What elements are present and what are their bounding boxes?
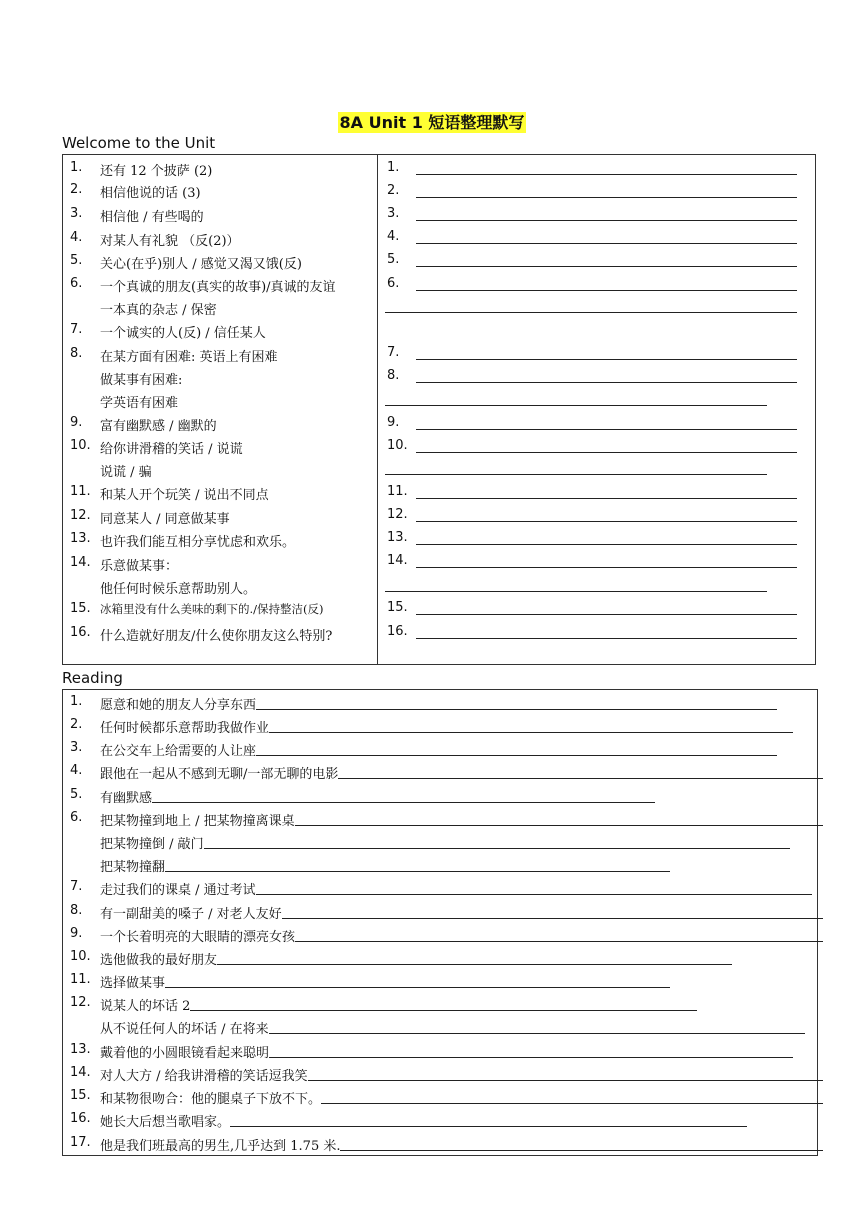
answer-line[interactable] [190, 1010, 697, 1011]
item-number: 17. [70, 1135, 91, 1150]
item-number: 8. [70, 903, 83, 918]
answer-line[interactable] [295, 941, 823, 942]
item-number: 4. [70, 230, 83, 245]
answer-number: 2. [387, 183, 400, 198]
section-heading-reading: Reading [62, 669, 123, 687]
answer-line[interactable] [416, 567, 797, 568]
answer-line[interactable] [165, 987, 670, 988]
prompt-text: 在公交车上给需要的人让座 [100, 744, 257, 759]
answer-number: 7. [387, 345, 400, 360]
prompt-text: 在某方面有困难: 英语上有困难 [100, 350, 278, 365]
item-number: 9. [70, 415, 83, 430]
answer-line[interactable] [385, 591, 767, 592]
item-number: 15. [70, 1088, 91, 1103]
answer-line[interactable] [416, 521, 797, 522]
prompt-text: 对某人有礼貌 （反(2)） [100, 234, 240, 249]
answer-number: 16. [387, 624, 408, 639]
answer-line[interactable] [416, 638, 797, 639]
prompt-text: 还有 12 个披萨 (2) [100, 164, 213, 179]
prompt-text: 选择做某事 [100, 976, 166, 991]
answer-line[interactable] [416, 174, 797, 175]
column-divider [377, 154, 378, 665]
prompt-text: 把某物撞倒 / 敲门 [100, 837, 204, 852]
prompt-text: 走过我们的课桌 / 通过考试 [100, 883, 256, 898]
prompt-text: 学英语有困难 [100, 396, 179, 411]
answer-line[interactable] [269, 1057, 793, 1058]
prompt-text: 他任何时候乐意帮助别人。 [100, 582, 257, 597]
page-title: 8A Unit 1 短语整理默写 [339, 113, 525, 132]
item-number: 11. [70, 972, 91, 987]
answer-line[interactable] [416, 498, 797, 499]
prompt-text: 一个长着明亮的大眼睛的漂亮女孩 [100, 930, 296, 945]
section-heading-welcome: Welcome to the Unit [62, 134, 216, 152]
prompt-text: 同意某人 / 同意做某事 [100, 512, 230, 527]
item-number: 1. [70, 694, 83, 709]
prompt-text: 一个诚实的人(反) / 信任某人 [100, 326, 266, 341]
prompt-text: 什么造就好朋友/什么使你朋友这么特别? [100, 629, 333, 644]
reading-table [62, 689, 818, 1156]
answer-number: 5. [387, 252, 400, 267]
item-number: 2. [70, 717, 83, 732]
answer-number: 9. [387, 415, 400, 430]
answer-number: 12. [387, 507, 408, 522]
answer-number: 6. [387, 276, 400, 291]
answer-line[interactable] [340, 1150, 823, 1151]
answer-line[interactable] [416, 382, 797, 383]
answer-line[interactable] [416, 359, 797, 360]
item-number: 9. [70, 926, 83, 941]
answer-line[interactable] [295, 825, 823, 826]
prompt-text: 冰箱里没有什么美味的剩下的./保持整洁(反) [100, 602, 324, 616]
answer-number: 14. [387, 553, 408, 568]
prompt-text: 也许我们能互相分享忧虑和欢乐。 [100, 535, 296, 550]
item-number: 5. [70, 787, 83, 802]
prompt-text: 说谎 / 骗 [100, 465, 152, 480]
prompt-text: 关心(在乎)别人 / 感觉又渴又饿(反) [100, 257, 302, 272]
answer-line[interactable] [217, 964, 732, 965]
item-number: 6. [70, 276, 83, 291]
prompt-text: 愿意和她的朋友人分享东西 [100, 698, 257, 713]
answer-line[interactable] [230, 1126, 747, 1127]
answer-line[interactable] [256, 894, 812, 895]
item-number: 3. [70, 740, 83, 755]
answer-line[interactable] [416, 429, 797, 430]
answer-line[interactable] [204, 848, 790, 849]
answer-line[interactable] [308, 1080, 823, 1081]
item-number: 3. [70, 206, 83, 221]
answer-number: 1. [387, 160, 400, 175]
prompt-text: 给你讲滑稽的笑话 / 说谎 [100, 442, 243, 457]
item-number: 6. [70, 810, 83, 825]
prompt-text: 跟他在一起从不感到无聊/一部无聊的电影 [100, 767, 339, 782]
prompt-text: 对人大方 / 给我讲滑稽的笑话逗我笑 [100, 1069, 308, 1084]
answer-number: 11. [387, 484, 408, 499]
answer-line[interactable] [321, 1103, 823, 1104]
item-number: 16. [70, 625, 91, 640]
item-number: 10. [70, 949, 91, 964]
answer-line[interactable] [416, 290, 797, 291]
answer-line[interactable] [416, 614, 797, 615]
item-number: 5. [70, 253, 83, 268]
item-number: 11. [70, 484, 91, 499]
item-number: 8. [70, 346, 83, 361]
prompt-text: 一个真诚的朋友(真实的故事)/真诚的友谊 [100, 280, 336, 295]
prompt-text: 任何时候都乐意帮助我做作业 [100, 721, 270, 736]
prompt-text: 她长大后想当歌唱家。 [100, 1115, 231, 1130]
prompt-text: 选他做我的最好朋友 [100, 953, 218, 968]
item-number: 16. [70, 1111, 91, 1126]
item-number: 7. [70, 322, 83, 337]
prompt-text: 把某物撞翻 [100, 860, 166, 875]
prompt-text: 相信他 / 有些喝的 [100, 210, 204, 225]
prompt-text: 富有幽默感 / 幽默的 [100, 419, 217, 434]
answer-number: 8. [387, 368, 400, 383]
prompt-text: 相信他说的话 (3) [100, 186, 201, 201]
prompt-text: 有一副甜美的嗓子 / 对老人友好 [100, 907, 282, 922]
item-number: 14. [70, 1065, 91, 1080]
answer-line[interactable] [416, 452, 797, 453]
prompt-text: 戴着他的小圆眼镜看起来聪明 [100, 1046, 270, 1061]
prompt-text: 和某物很吻合：他的腿桌子下放不下。 [100, 1092, 322, 1107]
prompt-text: 做某事有困难: [100, 373, 183, 388]
item-number: 13. [70, 531, 91, 546]
prompt-text: 从不说任何人的坏话 / 在将来 [100, 1022, 269, 1037]
prompt-text: 说某人的坏话 2 [100, 999, 191, 1014]
answer-line[interactable] [282, 918, 823, 919]
answer-number: 10. [387, 438, 408, 453]
answer-line[interactable] [416, 266, 797, 267]
item-number: 1. [70, 160, 83, 175]
answer-line[interactable] [385, 474, 767, 475]
answer-line[interactable] [269, 1033, 805, 1034]
prompt-text: 他是我们班最高的男生,几乎达到 1.75 米. [100, 1139, 341, 1154]
item-number: 2. [70, 182, 83, 197]
answer-line[interactable] [152, 802, 655, 803]
answer-line[interactable] [416, 220, 797, 221]
answer-line[interactable] [385, 405, 767, 406]
prompt-text: 乐意做某事： [100, 559, 179, 574]
prompt-text: 有幽默感 [100, 791, 153, 806]
item-number: 15. [70, 601, 91, 616]
answer-number: 4. [387, 229, 400, 244]
answer-line[interactable] [416, 243, 797, 244]
item-number: 7. [70, 879, 83, 894]
answer-line[interactable] [416, 544, 797, 545]
prompt-text: 一本真的杂志 / 保密 [100, 303, 217, 318]
answer-number: 15. [387, 600, 408, 615]
item-number: 12. [70, 995, 91, 1010]
item-number: 12. [70, 508, 91, 523]
answer-number: 3. [387, 206, 400, 221]
answer-line[interactable] [165, 871, 670, 872]
item-number: 4. [70, 763, 83, 778]
answer-line[interactable] [416, 197, 797, 198]
answer-number: 13. [387, 530, 408, 545]
prompt-text: 和某人开个玩笑 / 说出不同点 [100, 488, 269, 503]
item-number: 10. [70, 438, 91, 453]
answer-line[interactable] [338, 778, 823, 779]
item-number: 14. [70, 555, 91, 570]
item-number: 13. [70, 1042, 91, 1057]
prompt-text: 把某物撞到地上 / 把某物撞离课桌 [100, 814, 295, 829]
answer-line[interactable] [256, 709, 777, 710]
answer-line[interactable] [269, 732, 793, 733]
answer-line[interactable] [256, 755, 777, 756]
answer-line[interactable] [385, 312, 797, 313]
